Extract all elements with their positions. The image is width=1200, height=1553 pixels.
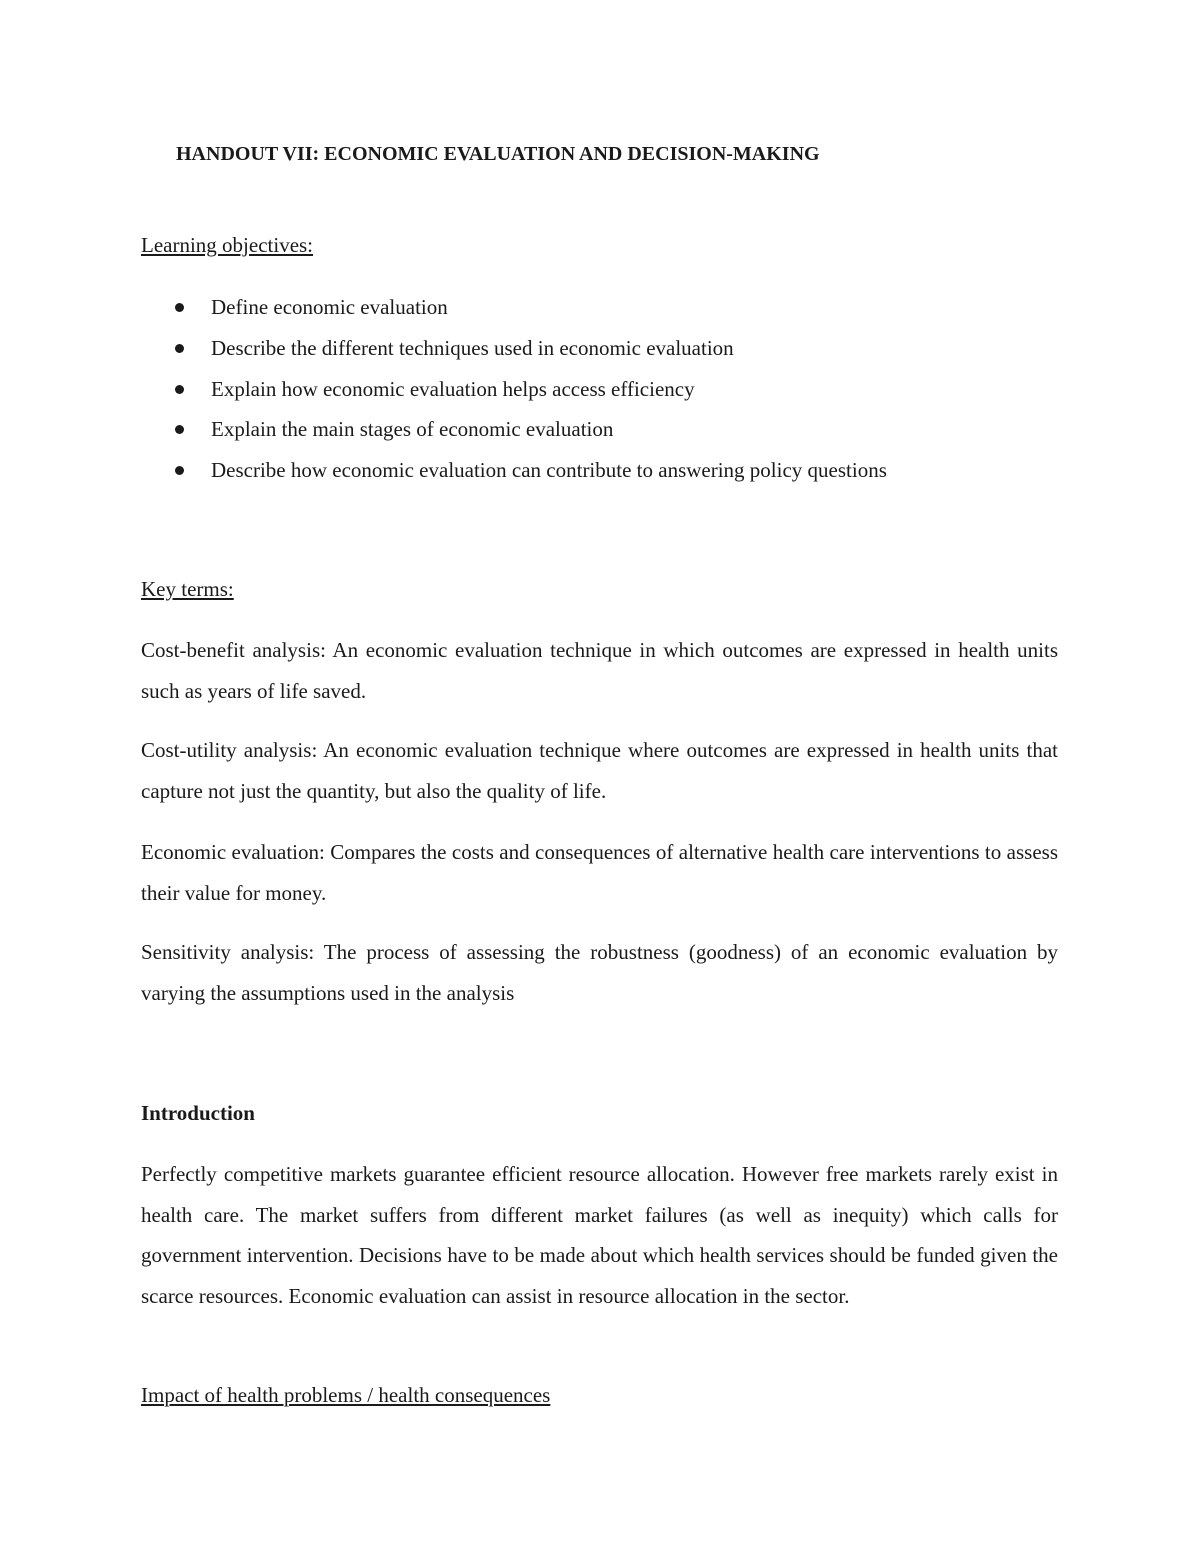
bullet-icon (175, 303, 184, 312)
impact-heading: Impact of health problems / health consequences (141, 1383, 551, 1407)
list-item-text: Explain the main stages of economic evaluation (211, 417, 614, 442)
learning-objectives-heading: Learning objectives: (141, 233, 314, 257)
page-title: HANDOUT VII: ECONOMIC EVALUATION AND DECISION-MAKING (176, 143, 820, 165)
list-item-text: Describe how economic evaluation can contribute to answering policy questions (211, 458, 887, 483)
list-item-text: Describe the different techniques used in economic evaluation (211, 335, 734, 360)
key-term-economic-evaluation: Economic evaluation: Compares the costs and consequences of alternative health care interventions to assess their value for money. (141, 840, 1058, 905)
introduction-paragraph: Perfectly competitive markets guarantee efficient resource allocation. However free markets rarely exist in health care. The market suffers from different market failures (as well as inequity) which calls for government intervention. Decisions have to be made about which health services should be funded given the scarce resources. Economic evaluation can assist in resource allocation in the sector. (141, 1162, 1058, 1308)
bullet-icon (175, 466, 184, 475)
key-term-sensitivity-analysis: Sensitivity analysis: The process of assessing the robustness (goodness) of an economic evaluation by varying the assumptions used in the analysis (141, 940, 1058, 1005)
list-item (141, 334, 887, 375)
bullet-icon (175, 425, 184, 434)
introduction-heading: Introduction (141, 1101, 255, 1125)
list-item-text: Explain how economic evaluation helps access efficiency (211, 376, 695, 401)
bullet-icon (175, 385, 184, 394)
list-item-text: Define economic evaluation (211, 295, 448, 319)
key-term-cost-benefit: Cost-benefit analysis: An economic evaluation technique in which outcomes are expressed in health units such as years of life saved. (141, 638, 1058, 703)
learning-objectives-list (141, 293, 887, 497)
list-item (141, 415, 887, 456)
list-item (141, 456, 887, 497)
bullet-icon (175, 344, 184, 353)
list-item (141, 375, 887, 416)
key-terms-heading: Key terms: (141, 577, 234, 601)
key-term-cost-utility: Cost-utility analysis: An economic evaluation technique where outcomes are expressed in health units that capture not just the quantity, but also the quality of life. (141, 738, 1058, 803)
list-item (141, 293, 887, 334)
